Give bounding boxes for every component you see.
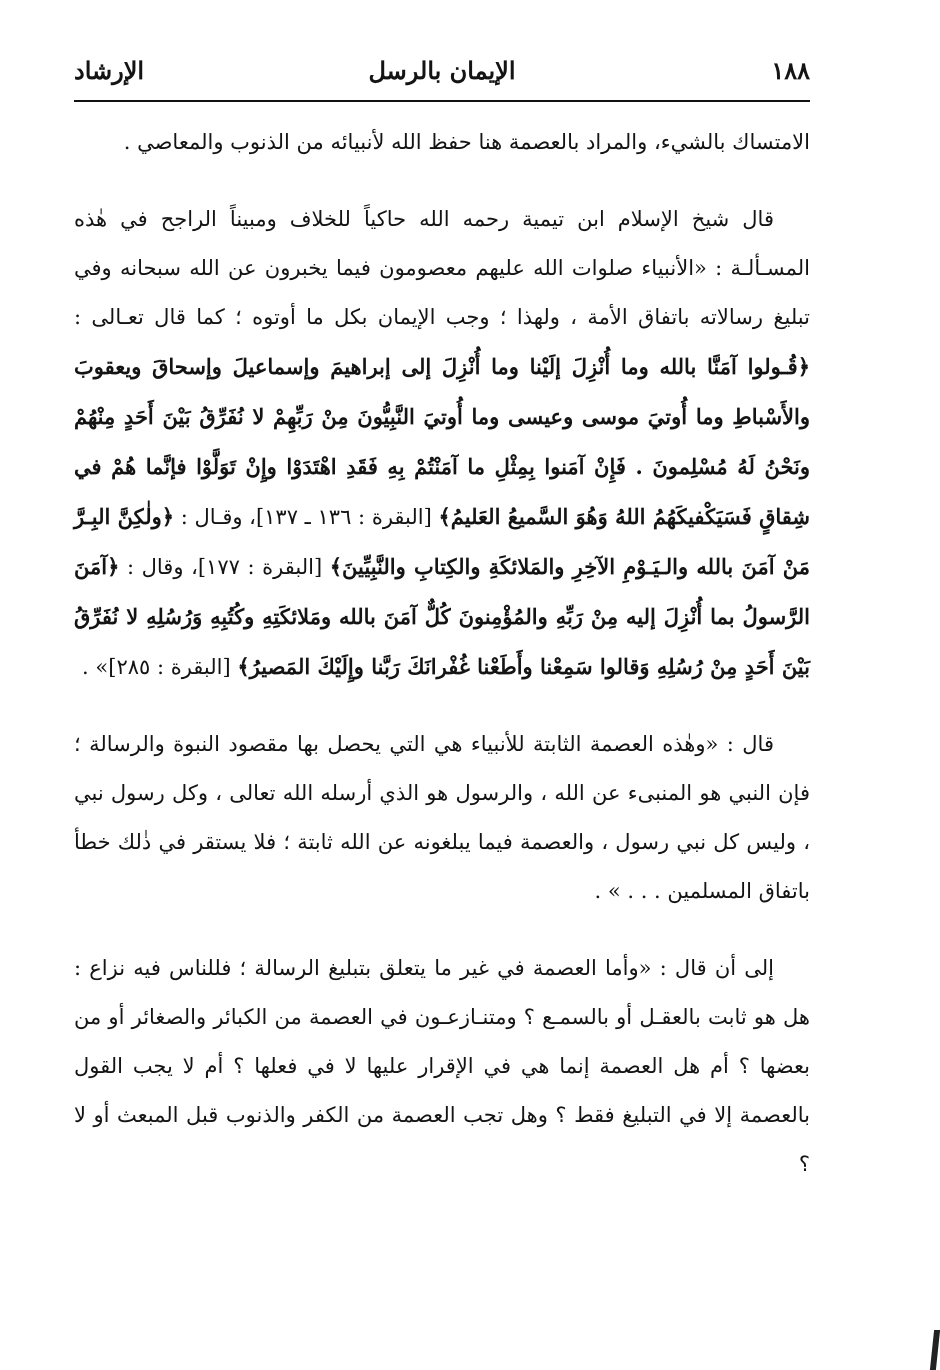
page-body [74, 118, 810, 1217]
book-title: الإرشاد [74, 56, 145, 85]
paragraph-4-text: إلى أن قال : «وأما العصمة في غير ما يتعلق بتبليغ الرسالة ؛ فللناس فيه نزاع : هل هو ثابت بالعقـل أو بالسمـع ؟ ومتنـازعـون في العصمة من الكبائر والصغائر أو من بعضها ؟ أم هل العصمة إنما هي في الإقرار عليها لا في فعلها ؟ أم لا يجب القول بالعصمة إلا في التبليغ فقط ؟ وهل تجب العصمة من الكفر والذنوب قبل المبعث أو لا ؟ [74, 956, 810, 1176]
verse-reference-3: [البقرة : ٢٨٥]» . [82, 655, 238, 679]
header-rule [74, 100, 810, 102]
paragraph-4 [74, 944, 810, 1189]
verse-reference-1: [البقرة : ١٣٦ ـ ١٣٧]، وقـال : [174, 505, 439, 529]
running-header [74, 56, 810, 98]
paragraph-3-text: قال : «وهٰذه العصمة الثابتة للأنبياء هي التي يحصل بها مقصود النبوة والرسالة ؛ فإن النبي هو المنبىء عن الله ، والرسول هو الذي أرسله الله تعالى ، وكل رسول نبي ، وليس كل نبي رسول ، والعصمة فيما يبلغونه عن الله ثابتة ؛ فلا يستقر في ذٰلك خطأ باتفاق المسلمين . . . » . [74, 732, 810, 903]
quran-verse-3: ﴿آمَنَ الرَّسولُ بما أُنْزِلَ إليه مِنْ رَبِّهِ والمُؤْمِنونَ كُلٌّ آمَنَ بالله ومَلائكَتِهِ وكُتُبِهِ وَرُسُلِهِ لا نُفَرِّقُ بَيْنَ أَحَدٍ مِنْ رُسُلِهِ وَقالوا سَمِعْنا وأَطَعْنا غُفْرانَكَ رَبَّنا وإِلَيْكَ المَصيرُ﴾ [74, 554, 810, 679]
paragraph-2 [74, 195, 810, 692]
quran-verse-2: ﴿ولٰكِنَّ البِـرَّ مَنْ آمَنَ بالله والـيَـوْمِ الآخِرِ والمَلائكَةِ والكِتابِ والنَّبِيِّينَ﴾ [74, 504, 810, 579]
quran-verse-1: ﴿قُـولوا آمَنَّا بالله وما أُنْزِلَ إلَيْنا وما أُنْزِلَ إلى إبراهيمَ وإسماعيلَ وإسحاقَ ويعقوبَ والأَسْباطِ وما أُوتيَ موسى وعيسى وما أُوتيَ النَّبِيُّونَ مِنْ رَبِّهِمْ لا نُفَرِّقُ بَيْنَ أَحَدٍ مِنْهُمْ ونَحْنُ لَهُ مُسْلِمونَ . فَإِنْ آمَنوا بِمِثْلِ ما آمَنْتُمْ بِهِ فَقَدِ اهْتَدَوْا وإِنْ تَوَلَّوْا فإنَّما هُمْ في شِقاقٍ فَسَيَكْفيكَهُمُ اللهُ وَهُوَ السَّميعُ العَليمُ﴾ [74, 354, 810, 529]
paragraph-3 [74, 720, 810, 916]
chapter-title: الإيمان بالرسل [368, 56, 516, 85]
verse-reference-2: [البقرة : ١٧٧]، وقال : [119, 555, 330, 579]
page-number: ١٨٨ [771, 56, 810, 85]
paragraph-1 [74, 118, 810, 167]
page-edge-mark [930, 1330, 940, 1370]
paragraph-1-text: الامتساك بالشيء، والمراد بالعصمة هنا حفظ الله لأنبيائه من الذنوب والمعاصي . [123, 130, 810, 154]
paragraph-2-intro: قال شيخ الإسلام ابن تيمية رحمه الله حاكياً للخلاف ومبيناً الراجح في هٰذه المسـألـة : «الأنبياء صلوات الله عليهم معصومون فيما يخبرون عن الله سبحانه وفي تبليغ رسالاته باتفاق الأمة ، ولهذا ؛ وجب الإيمان بكل ما أوتوه ؛ كما قال تعـالى : [74, 207, 810, 329]
